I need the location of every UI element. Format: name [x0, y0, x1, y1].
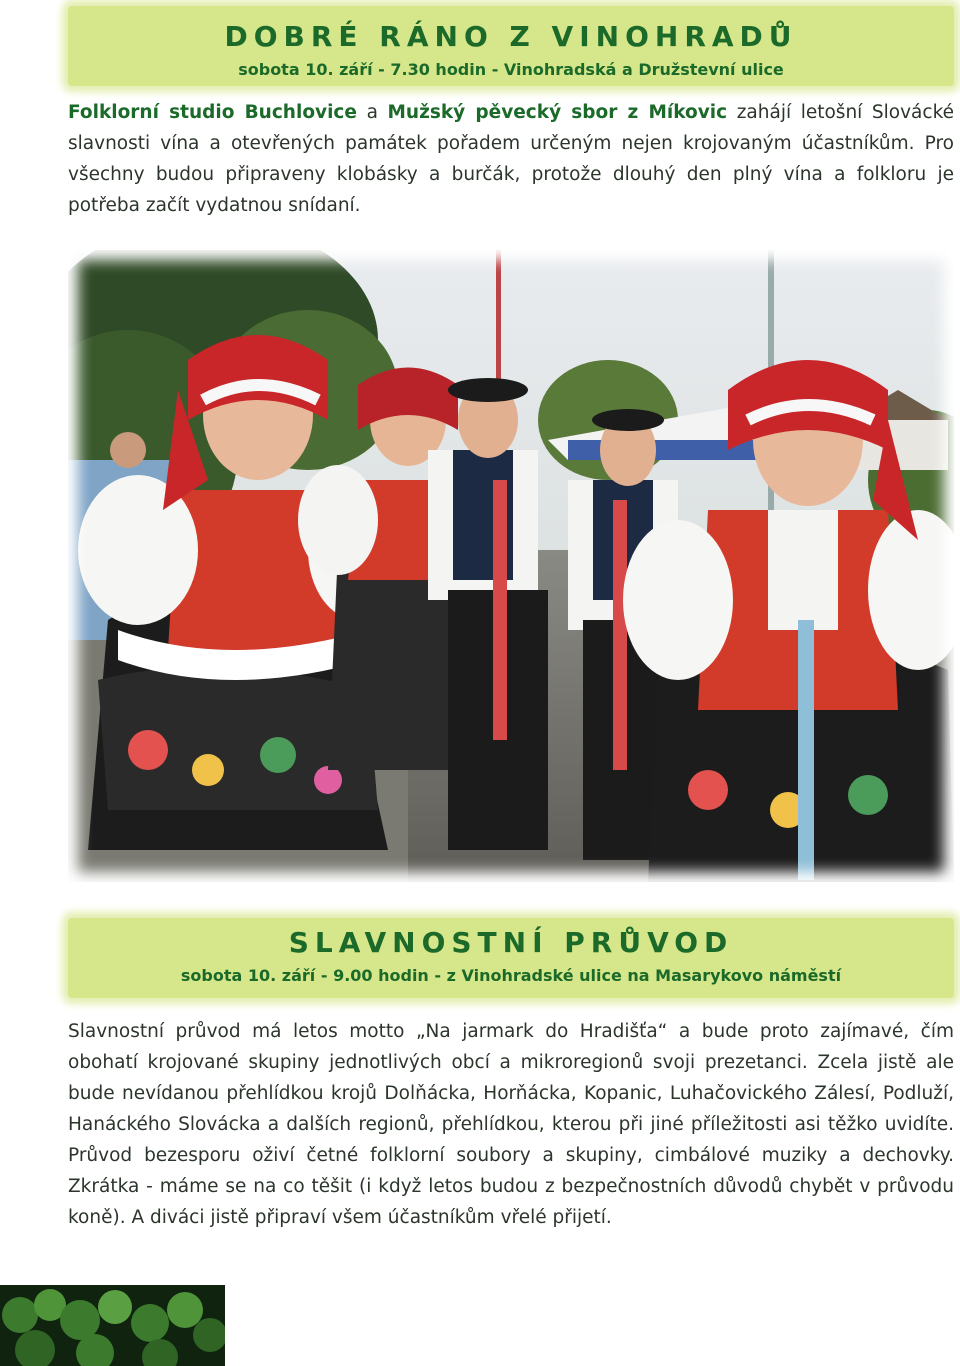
morning-body-text: zahájí letošní Slovácké slavnosti vína a otevřených památek pořadem určeným nejen krojovaným účastníkům. Pro všechny budou připraveny klobásky a burčák, protože dlouhý den plný vína a folkloru je potřeba začít vydatnou snídaní.: [68, 102, 955, 216]
ensemble-name-2: Mužský pěvecký sbor z Míkovic: [387, 102, 728, 123]
section-subtitle-procession: sobota 10. září - 9.00 hodin - z Vinohradské ulice na Masarykovo náměstí: [180, 966, 842, 985]
decorative-foliage-image: [0, 1285, 225, 1366]
folklore-group-photo: [68, 250, 954, 882]
connector-word: a: [366, 102, 378, 123]
section-title-procession: SLAVNOSTNÍ PRŮVOD: [288, 926, 734, 959]
morning-paragraph: [68, 97, 954, 221]
section-subtitle-morning: sobota 10. září - 7.30 hodin - Vinohradská a Družstevní ulice: [238, 60, 784, 79]
procession-paragraph: Slavnostní průvod má letos motto „Na jarmark do Hradišťa“ a bude proto zajímavé, čím obohatí krojované skupiny jednotlivých obcí a mikroregionů svoji prezetanci. Zcela jistě ale bude nevídanou přehlídkou krojů Dolňácka, Horňácka, Kopanic, Luhačovického Zálesí, Podluží, Hanáckého Slovácka a dalších regionů, přehlídkou, kterou při jiné příležitosti asi těžko uvidíte. Průvod bezesporu oživí četné folklorní soubory a skupiny, cimbálové muziky a dechovky. Zkrátka - máme se na co těšit (i když letos budou z bezpečnostních důvodů chybět v průvodu koně). A diváci jistě připraví všem účastníkům vřelé přijetí.: [68, 1021, 954, 1228]
ensemble-name-1: Folklorní studio Buchlovice: [68, 102, 357, 123]
section-banner-morning: [68, 6, 954, 86]
photo-illustration: [68, 250, 954, 882]
section-banner-procession: [68, 918, 954, 998]
section-title-morning: DOBRÉ RÁNO Z VINOHRADŮ: [224, 20, 798, 53]
foliage-illustration: [0, 1285, 225, 1366]
